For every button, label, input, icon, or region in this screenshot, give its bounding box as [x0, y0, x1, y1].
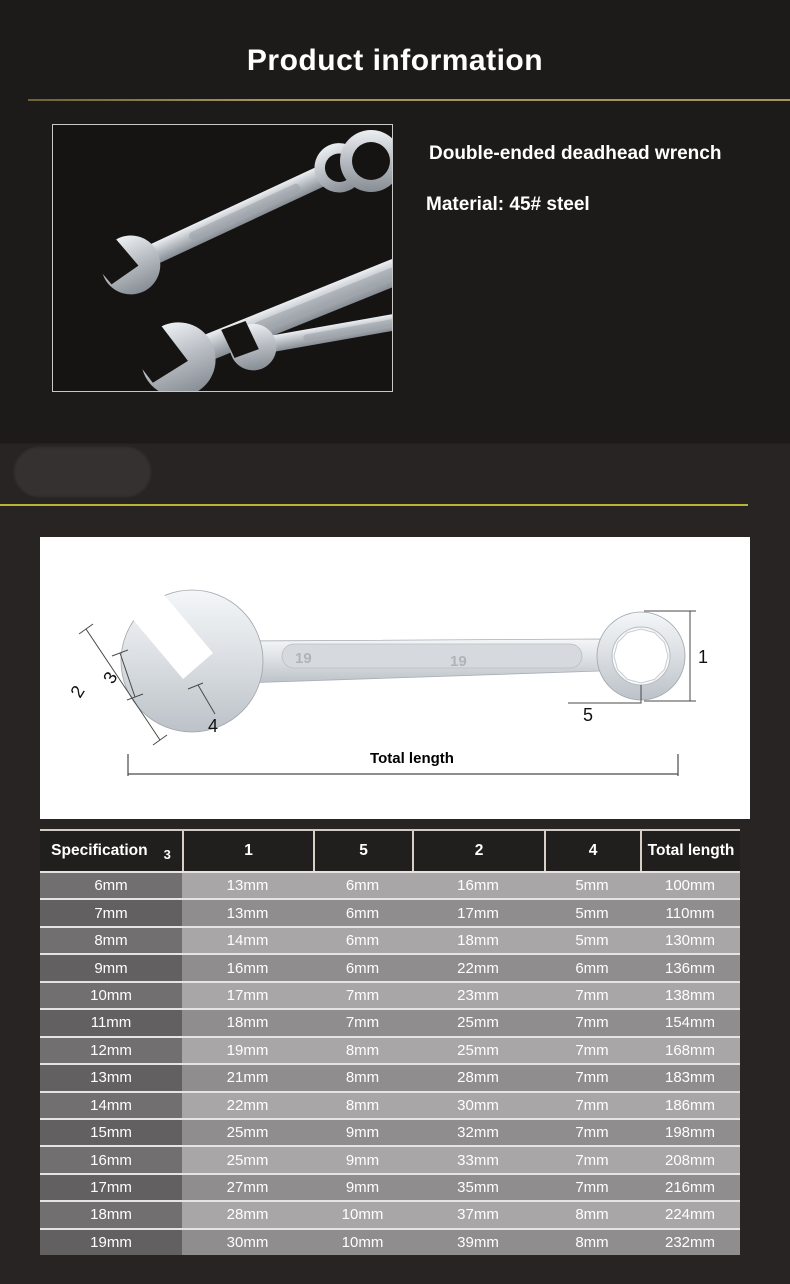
- dimension-value-cell: 25mm: [412, 1010, 544, 1035]
- dimension-value-cell: 9mm: [313, 1147, 412, 1172]
- dimension-value-cell: 7mm: [544, 1065, 640, 1090]
- dimension-value-cell: 23mm: [412, 983, 544, 1008]
- spec-size-cell: 7mm: [40, 900, 182, 925]
- spec-size-cell: 10mm: [40, 983, 182, 1008]
- dimension-value-cell: 7mm: [313, 1010, 412, 1035]
- dimension-value-cell: 28mm: [412, 1065, 544, 1090]
- dimension-value-cell: 8mm: [313, 1038, 412, 1063]
- dimension-value-cell: 7mm: [544, 1120, 640, 1145]
- dimension-value-cell: 18mm: [412, 928, 544, 953]
- dim-label-5: 5: [583, 705, 594, 725]
- dimension-value-cell: 198mm: [640, 1120, 740, 1145]
- spec-size-cell: 6mm: [40, 873, 182, 898]
- spec-size-cell: 18mm: [40, 1202, 182, 1227]
- spec-size-cell: 14mm: [40, 1093, 182, 1118]
- spec-size-cell: 13mm: [40, 1065, 182, 1090]
- spec-size-cell: 9mm: [40, 955, 182, 980]
- dim-label-1: 1: [698, 647, 709, 667]
- header-dim5: 5: [313, 831, 412, 871]
- table-row: [40, 953, 740, 980]
- spec-size-cell: 8mm: [40, 928, 182, 953]
- dimension-value-cell: 5mm: [544, 900, 640, 925]
- header-total-length: Total length: [640, 831, 740, 871]
- dimension-diagram-panel: [40, 537, 750, 819]
- table-row: [40, 981, 740, 1008]
- dimension-value-cell: 10mm: [313, 1230, 412, 1255]
- spec-size-cell: 15mm: [40, 1120, 182, 1145]
- dimension-value-cell: 9mm: [313, 1175, 412, 1200]
- spec-size-cell: 12mm: [40, 1038, 182, 1063]
- dimension-value-cell: 216mm: [640, 1175, 740, 1200]
- dimension-value-cell: 5mm: [544, 873, 640, 898]
- dimension-value-cell: 10mm: [313, 1202, 412, 1227]
- table-row: [40, 1173, 740, 1200]
- dimension-value-cell: 27mm: [182, 1175, 313, 1200]
- dimension-value-cell: 5mm: [544, 928, 640, 953]
- dimension-value-cell: 17mm: [182, 983, 313, 1008]
- spec-size-cell: 19mm: [40, 1230, 182, 1255]
- dimension-value-cell: 18mm: [182, 1010, 313, 1035]
- dimension-value-cell: 16mm: [182, 955, 313, 980]
- dimension-value-cell: 7mm: [544, 1093, 640, 1118]
- dimension-value-cell: 7mm: [544, 1175, 640, 1200]
- dimension-value-cell: 21mm: [182, 1065, 313, 1090]
- gold-divider-middle: [0, 504, 748, 506]
- page-title: Product information: [246, 44, 544, 77]
- gold-divider-top: [28, 99, 790, 101]
- dimension-value-cell: 25mm: [412, 1038, 544, 1063]
- table-row: [40, 871, 740, 898]
- wrench-dimension-diagram: [40, 537, 750, 819]
- dimension-value-cell: 6mm: [313, 928, 412, 953]
- size-marking-left: 19: [295, 650, 312, 667]
- dimension-value-cell: 208mm: [640, 1147, 740, 1172]
- dimension-value-cell: 22mm: [412, 955, 544, 980]
- header-specification-label: Specification: [51, 842, 148, 859]
- spec-size-cell: 16mm: [40, 1147, 182, 1172]
- dimension-value-cell: 22mm: [182, 1093, 313, 1118]
- dimension-value-cell: 28mm: [182, 1202, 313, 1227]
- dimension-value-cell: 6mm: [313, 900, 412, 925]
- dimension-value-cell: 35mm: [412, 1175, 544, 1200]
- dimension-value-cell: 136mm: [640, 955, 740, 980]
- dimension-value-cell: 14mm: [182, 928, 313, 953]
- dimension-value-cell: 6mm: [313, 955, 412, 980]
- header-dim4: 4: [544, 831, 640, 871]
- spec-size-cell: 17mm: [40, 1175, 182, 1200]
- dimension-value-cell: 37mm: [412, 1202, 544, 1227]
- total-length-label: Total length: [370, 750, 454, 767]
- dimension-value-cell: 7mm: [544, 983, 640, 1008]
- dimension-value-cell: 8mm: [544, 1230, 640, 1255]
- dimension-value-cell: 7mm: [544, 1147, 640, 1172]
- product-material: Material: 45# steel: [426, 194, 590, 215]
- dimension-value-cell: 224mm: [640, 1202, 740, 1227]
- dimension-value-cell: 9mm: [313, 1120, 412, 1145]
- table-row: [40, 1200, 740, 1227]
- dim-label-3: 3: [99, 668, 122, 687]
- dimension-value-cell: 17mm: [412, 900, 544, 925]
- table-row: [40, 1228, 740, 1255]
- dimension-value-cell: 130mm: [640, 928, 740, 953]
- dimension-value-cell: 6mm: [313, 873, 412, 898]
- spec-table-body: [40, 871, 740, 1255]
- dimension-value-cell: 25mm: [182, 1147, 313, 1172]
- dimension-value-cell: 7mm: [313, 983, 412, 1008]
- product-photo: [52, 124, 393, 392]
- spec-table: [40, 829, 740, 1255]
- table-row: [40, 1063, 740, 1090]
- table-row: [40, 926, 740, 953]
- table-row: [40, 1091, 740, 1118]
- dimension-value-cell: 13mm: [182, 900, 313, 925]
- header-specification: [40, 831, 182, 871]
- dimension-value-cell: 39mm: [412, 1230, 544, 1255]
- dimension-value-cell: 8mm: [313, 1093, 412, 1118]
- dim-label-4: 4: [208, 716, 219, 736]
- header-dim2: 2: [412, 831, 544, 871]
- dimension-value-cell: 32mm: [412, 1120, 544, 1145]
- dimension-value-cell: 232mm: [640, 1230, 740, 1255]
- product-name: Double-ended deadhead wrench: [429, 143, 722, 164]
- dimension-value-cell: 154mm: [640, 1010, 740, 1035]
- table-row: [40, 1118, 740, 1145]
- table-row: [40, 898, 740, 925]
- dimension-value-cell: 186mm: [640, 1093, 740, 1118]
- dimension-value-cell: 33mm: [412, 1147, 544, 1172]
- dimension-value-cell: 13mm: [182, 873, 313, 898]
- dimension-value-cell: 8mm: [544, 1202, 640, 1227]
- wrench-set-illustration: [53, 125, 392, 391]
- table-row: [40, 1008, 740, 1035]
- table-row: [40, 1036, 740, 1063]
- dimension-value-cell: 110mm: [640, 900, 740, 925]
- dimension-value-cell: 7mm: [544, 1010, 640, 1035]
- dimension-value-cell: 19mm: [182, 1038, 313, 1063]
- dimension-value-cell: 25mm: [182, 1120, 313, 1145]
- dimension-value-cell: 16mm: [412, 873, 544, 898]
- dimension-value-cell: 30mm: [182, 1230, 313, 1255]
- dimension-value-cell: 6mm: [544, 955, 640, 980]
- dimension-value-cell: 30mm: [412, 1093, 544, 1118]
- dimension-value-cell: 183mm: [640, 1065, 740, 1090]
- header-dim3-sub-label: 3: [163, 846, 171, 862]
- header-dim1: 1: [182, 831, 313, 871]
- wrench-recess: [282, 644, 582, 668]
- background-blob: [14, 447, 151, 497]
- size-marking-right: 19: [450, 653, 467, 670]
- spec-table-header: [40, 829, 740, 871]
- table-row: [40, 1145, 740, 1172]
- dimension-value-cell: 7mm: [544, 1038, 640, 1063]
- spec-size-cell: 11mm: [40, 1010, 182, 1035]
- dimension-value-cell: 8mm: [313, 1065, 412, 1090]
- dimension-value-cell: 100mm: [640, 873, 740, 898]
- dimension-value-cell: 168mm: [640, 1038, 740, 1063]
- dimension-value-cell: 138mm: [640, 983, 740, 1008]
- dim-label-2: 2: [66, 682, 89, 702]
